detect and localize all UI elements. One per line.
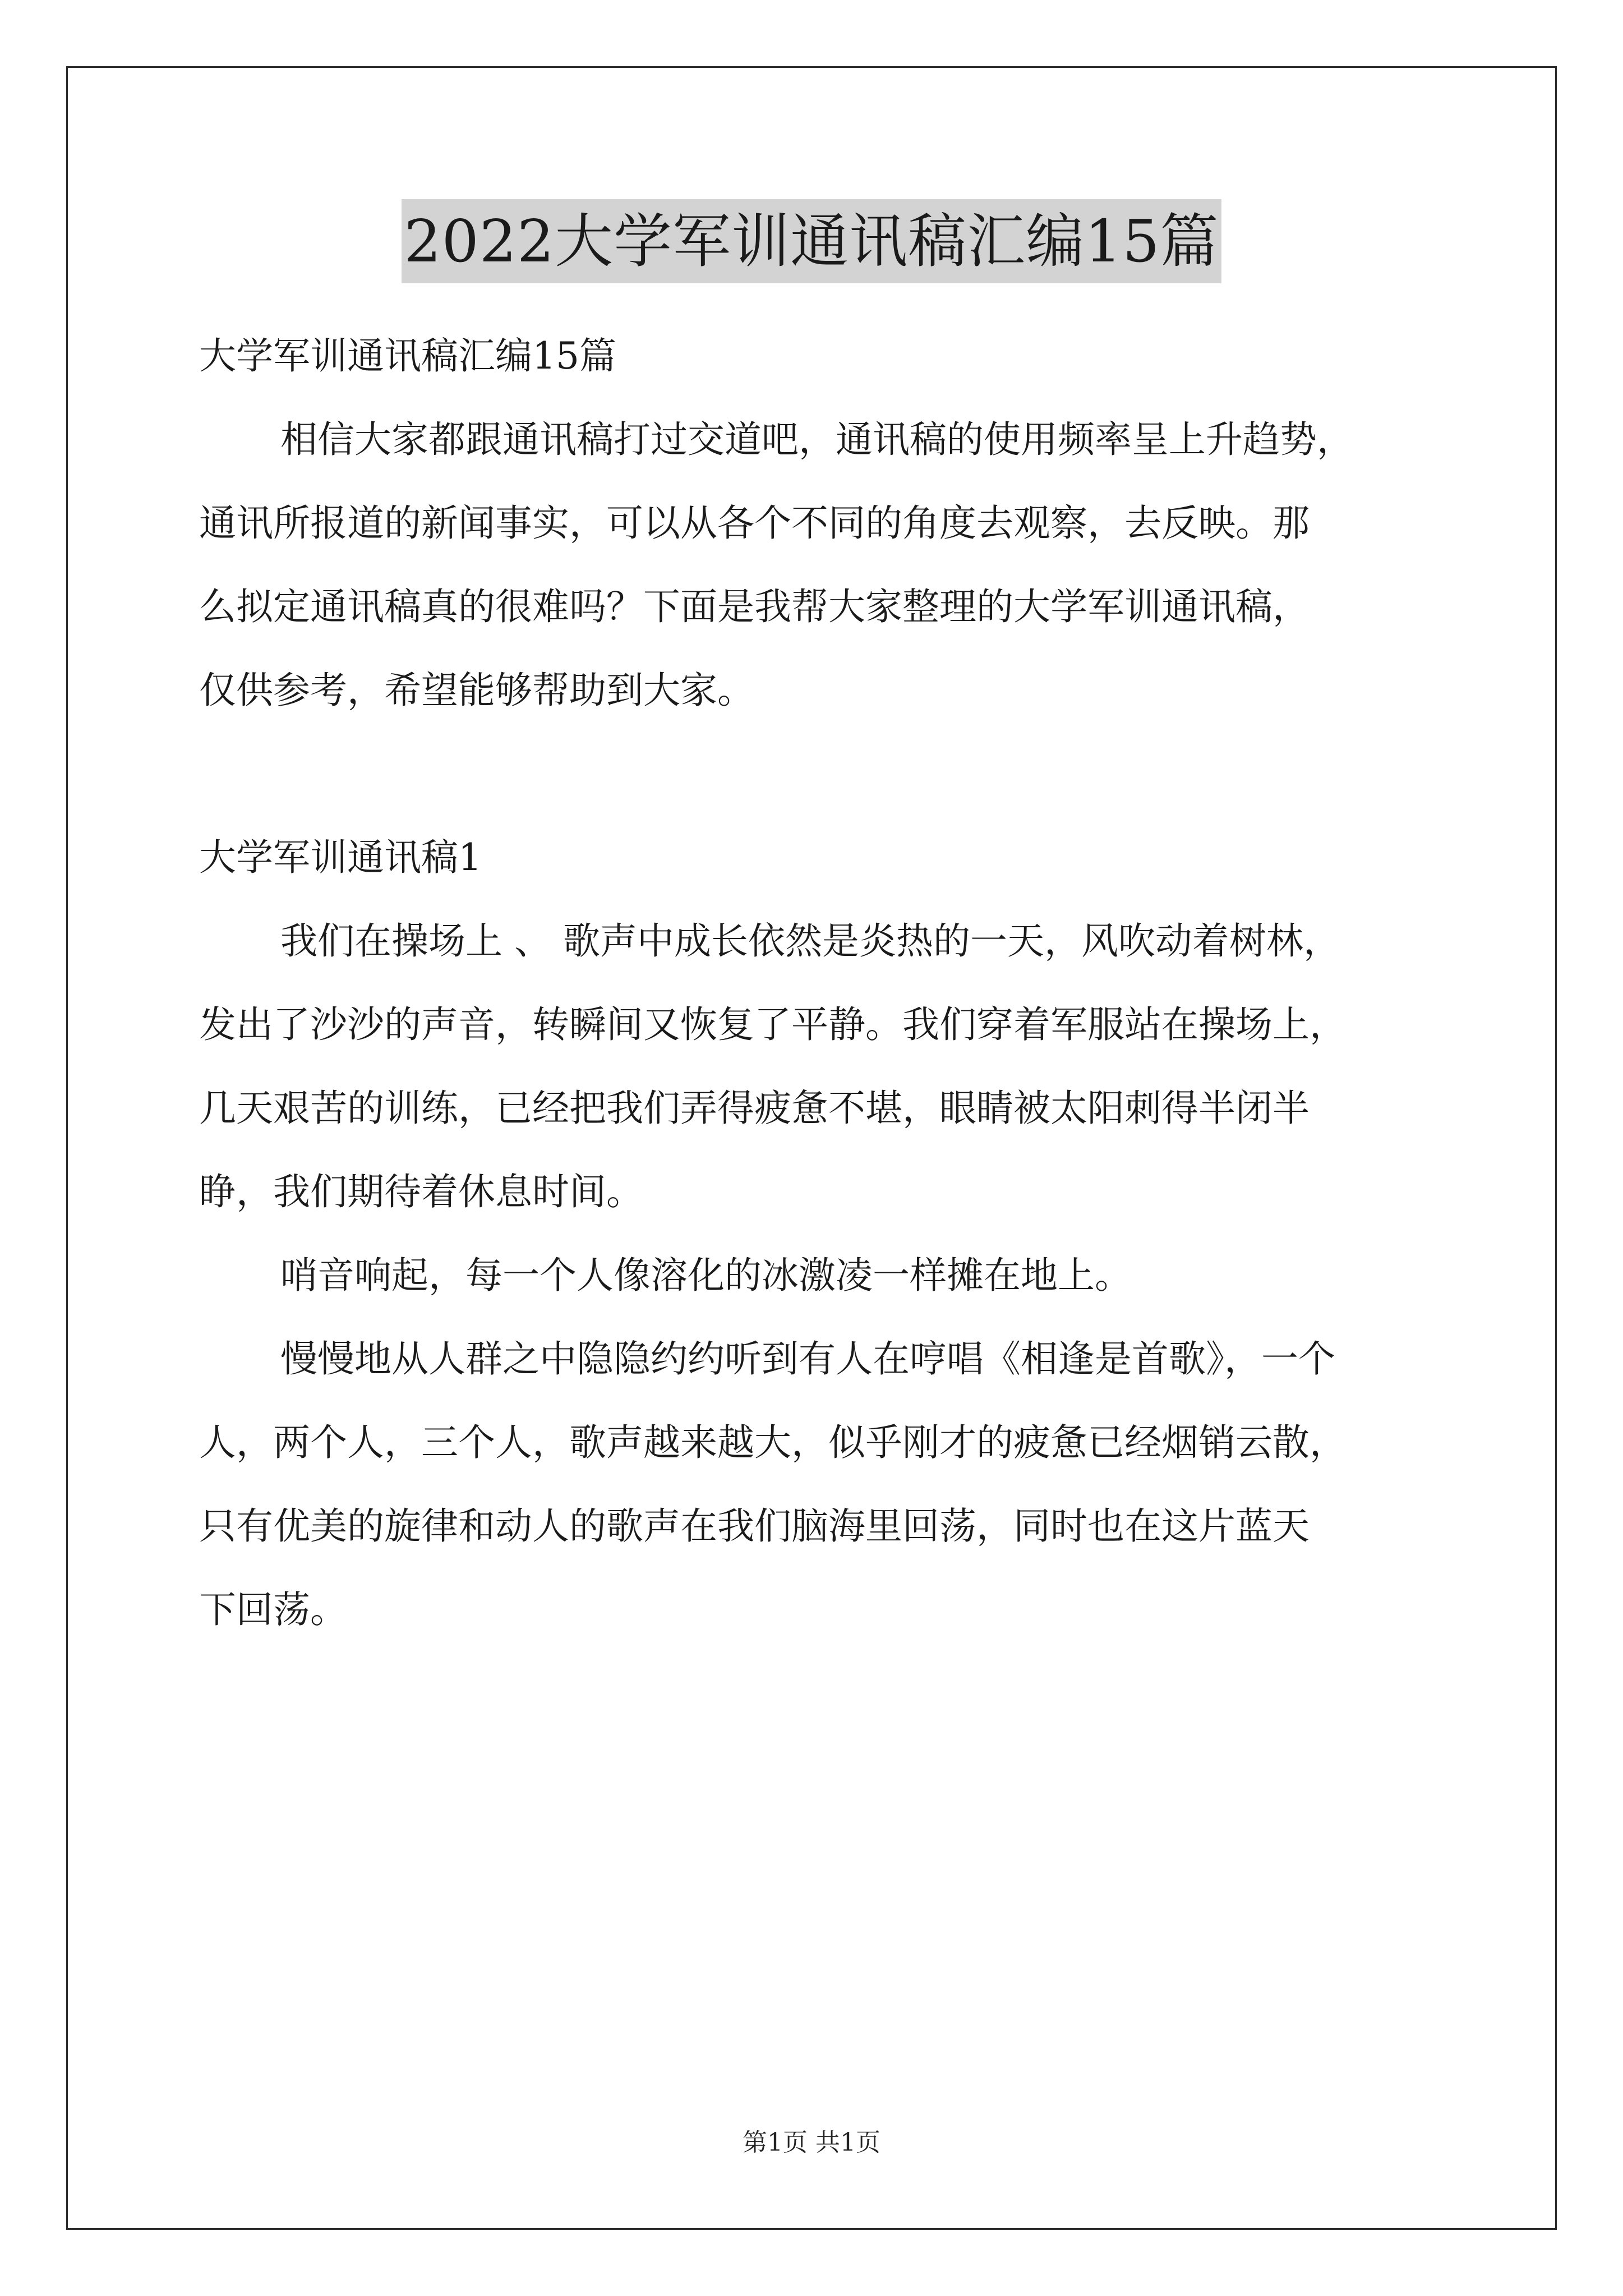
text-line: 发出了沙沙的声音，转瞬间又恢复了平静。我们穿着军服站在操场上， <box>199 1003 1347 1046</box>
text-line: 睁，我们期待着休息时间。 <box>199 1170 643 1213</box>
text-line: 我们在操场上 、 歌声中成长依然是炎热的一天，风吹动着树林， <box>280 919 1340 963</box>
title-container <box>0 199 1623 283</box>
text-line: 慢慢地从人群之中隐隐约约听到有人在哼唱《相逢是首歌》，一个 <box>280 1337 1335 1381</box>
text-line: 么拟定通讯稿真的很难吗？下面是我帮大家整理的大学军训通讯稿， <box>199 585 1310 628</box>
text-line: 大学军训通讯稿汇编15篇 <box>199 334 616 378</box>
text-line: 哨音响起，每一个人像溶化的冰激凌一样摊在地上。 <box>280 1254 1132 1297</box>
document-title: 2022大学军训通讯稿汇编15篇 <box>402 199 1221 283</box>
text-line: 通讯所报道的新闻事实，可以从各个不同的角度去观察，去反映。那 <box>199 501 1310 545</box>
page-footer: 第1页 共1页 <box>743 2128 880 2157</box>
text-line: 人，两个人，三个人，歌声越来越大，似乎刚才的疲惫已经烟销云散， <box>199 1421 1347 1464</box>
text-line: 大学军训通讯稿1 <box>199 836 482 879</box>
text-line: 只有优美的旋律和动人的歌声在我们脑海里回荡，同时也在这片蓝天 <box>199 1504 1310 1548</box>
text-line: 下回荡。 <box>199 1588 347 1631</box>
text-line: 相信大家都跟通讯稿打过交道吧，通讯稿的使用频率呈上升趋势， <box>280 418 1354 461</box>
paragraph-gap <box>199 732 1467 816</box>
document-body <box>199 314 1467 1651</box>
text-line: 仅供参考，希望能够帮助到大家。 <box>199 669 754 712</box>
text-line: 几天艰苦的训练，已经把我们弄得疲惫不堪，眼睛被太阳刺得半闭半 <box>199 1087 1310 1130</box>
